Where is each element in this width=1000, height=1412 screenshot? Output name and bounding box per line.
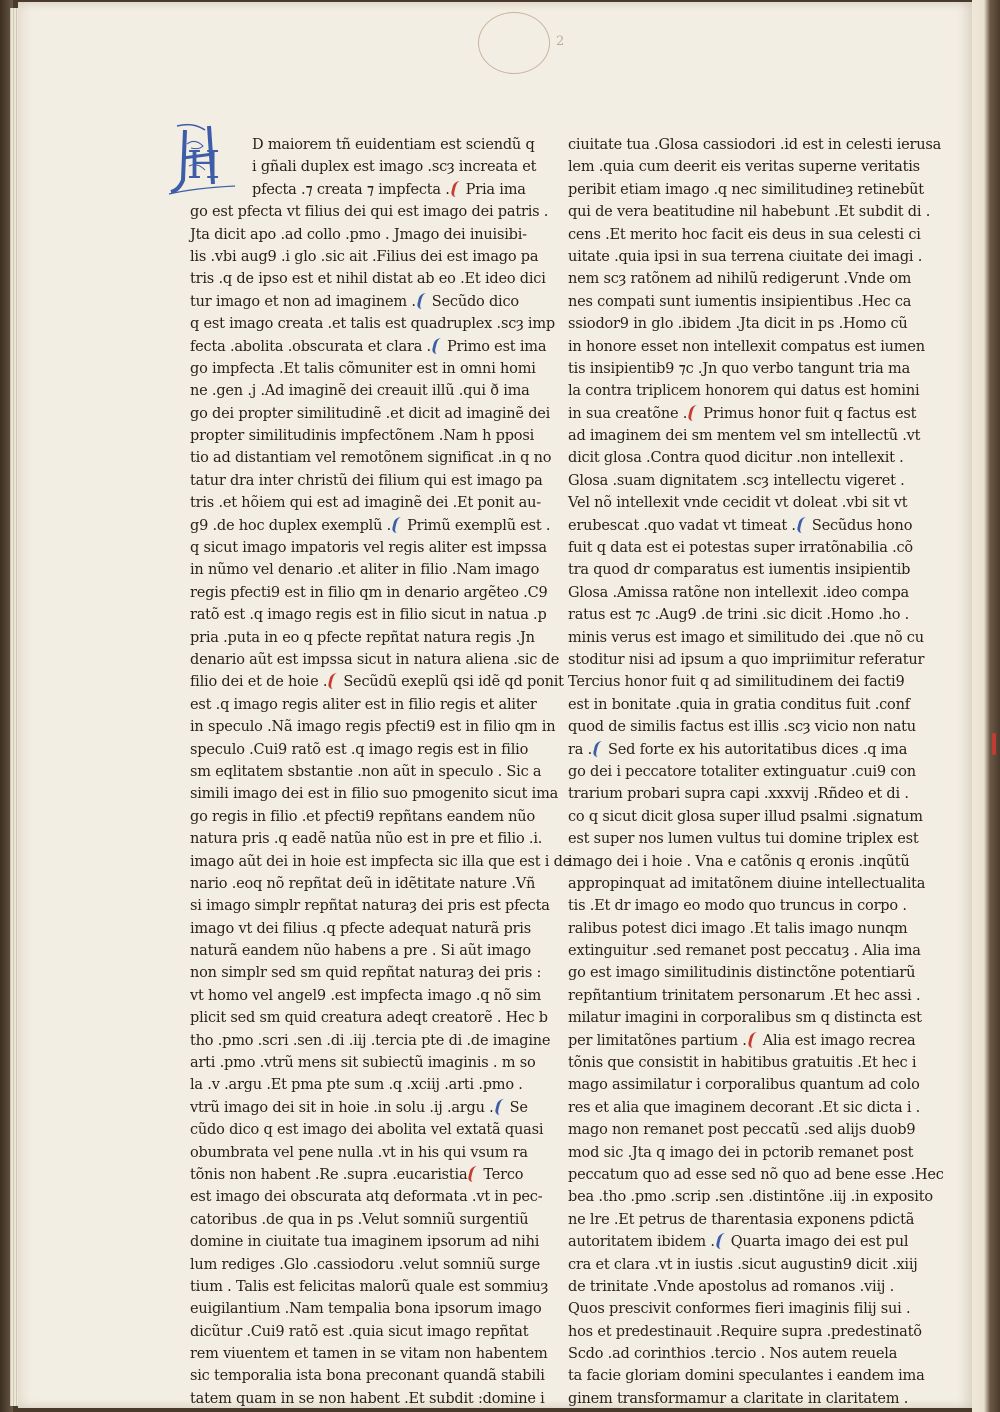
rubric-text: Primus honor fuit q factus est [703,405,917,422]
line-text: per limitatõnes partium . [568,1032,747,1049]
line-text: ralibus potest dici imago .Et talis imago nunqm [568,920,908,937]
text-line [568,582,909,604]
line-text: euigilantium .Nam tempalia bona ipsorum imago [190,1301,542,1318]
text-line [568,1365,925,1387]
line-text: ciuitate tua .Glosa cassiodori .id est in celesti ierusa [568,137,942,153]
text-line [568,1142,914,1164]
line-text: in sua creatõne . [568,405,688,422]
line-text: in honore esset non intellexit compatus est iumen [568,338,925,355]
line-text: qui de vera beatitudine nil habebunt .Et subdit di . [568,204,931,221]
folio-mark: 2 [556,34,565,49]
line-text: vt homo vel angel9 .est impfecta imago .q nõ sim [190,987,542,1004]
text-line [190,761,542,783]
left-text-column [190,134,572,1410]
rubric-text: Se [509,1099,528,1116]
line-text: tium . Talis est felicitas malorũ quale est sommiuȝ [190,1278,549,1295]
text-line [568,403,917,425]
line-text: tur imago et non ad imaginem . [190,293,416,310]
text-line [568,537,913,559]
text-line [190,716,556,738]
line-text: tra quod dr comparatus est iumentis insipientib [568,562,911,579]
line-text: non simplr sed sm quid repñtat naturaȝ dei pris : [190,965,542,982]
line-text: domine in ciuitate tua imaginem ipsorum ad nihi [190,1234,540,1251]
text-line [190,1074,523,1096]
line-text: si imago simplr repñtat naturaȝ dei pris est pfecta [190,898,550,915]
paraph-mark [450,181,465,197]
line-text: in nũmo vel denario .et aliter in filio .Nam imago [190,562,540,579]
text-line [568,246,923,268]
line-text: est super nos lumen vultus tui domine triplex est [568,831,919,848]
line-text: pfecta .⁊ creata ⁊ impfecta . [252,181,450,198]
line-text: obumbrata vel pene nulla .vt in his qui vsum ra [190,1144,528,1161]
text-line [568,604,910,626]
text-line [568,1007,922,1029]
text-line [190,1254,540,1276]
rubric-text: Primũ exemplũ est . [407,517,551,534]
text-line [190,1007,548,1029]
line-text: co q sicut dicit glosa super illud psalmi .signatum [568,808,923,825]
text-line [190,246,539,268]
line-text: minis verus est imago et similitudo dei .que nõ cu [568,629,924,646]
line-text: filio dei et de hoie . [190,674,328,691]
text-line [190,1343,548,1365]
line-text: dicũtur .Cui9 ratõ est .quia sicut imago repñtat [190,1323,529,1340]
line-text: appropinquat ad imitatõnem diuine intellectualita [568,875,926,892]
rubric-text: Secũdus hono [811,517,913,534]
rubric-text: Quarta imago dei est pul [730,1234,909,1251]
text-line [568,268,912,290]
line-text: cens .Et merito hoc facit eis deus in sua celesti ci [568,226,921,243]
rubric-text: Terco [483,1166,524,1183]
text-line [190,1321,529,1343]
text-line [190,1365,545,1387]
line-text: ra . [568,741,592,758]
text-line [190,201,549,223]
text-line [568,806,923,828]
text-line [190,962,542,984]
line-text: imago dei i hoie . Vna e catõnis q eronis .inqũtũ [568,853,910,870]
text-line [190,940,531,962]
line-text: catoribus .de qua in ps .Velut somniũ surgentiũ [190,1211,529,1228]
text-line [190,582,548,604]
line-text: tio ad distantiam vel remotõnem significat .in q no [190,450,552,467]
text-line [568,1209,915,1231]
line-text: go est pfecta vt filius dei qui est imago dei patris . [190,204,549,221]
line-text: la contra triplicem honorem qui datus est homini [568,383,920,400]
line-text: ssiodor9 in glo .ibidem .Jta dicit in ps .Homo cũ [568,316,908,333]
line-text: go est imago similitudinis distinctõne potentiarũ [568,965,916,982]
line-text: Glosa .suam dignitatem .scȝ intellectu vigeret . [568,472,905,489]
text-line [190,268,546,290]
text-line [568,156,920,178]
text-line [568,1119,916,1141]
line-text: uitate .quia ipsi in sua terrena ciuitate dei imagi . [568,248,923,265]
text-line [568,336,925,358]
line-text: plicit sed sm quid creatura adeqt creatorẽ . Hec b [190,1010,548,1027]
paraph-mark [391,517,406,533]
line-text: tris .et hõiem qui est ad imaginẽ dei .Et ponit au- [190,495,541,512]
text-line [190,313,555,335]
line-text: dicit glosa .Contra quod dicitur .non intellexit . [568,450,904,467]
line-text: nario .eoq nõ repñtat deũ in idẽtitate nature .Vñ [190,875,536,892]
margin-ink-mark [992,733,996,755]
line-text: tõnis que consistit in habitibus gratuitis .Et hec i [568,1055,917,1072]
text-line [568,1321,922,1343]
rubric-text: Alia est imago recrea [762,1032,916,1049]
line-text: speculo .Cui9 ratõ est .q imago regis est in filio [190,741,529,758]
text-line [190,1119,544,1141]
text-line [568,425,921,447]
line-text: est imago dei obscurata atq deformata .vt in pec- [190,1189,543,1206]
line-text: i gñali duplex est imago .scȝ increata et [252,159,537,176]
line-text: cra et clara .vt in iustis .sicut augustin9 dicit .xiij [568,1256,918,1273]
text-line [190,1231,540,1253]
text-line [568,1388,909,1410]
text-line [568,671,905,693]
text-line [190,470,543,492]
text-line [568,201,931,223]
text-line [568,851,910,873]
text-line [568,291,912,313]
text-line [568,1231,909,1253]
line-text: g9 .de hoc duplex exemplũ . [190,517,392,534]
line-text: tho .pmo .scri .sen .di .iij .tercia pte di .de imagine [190,1032,551,1049]
text-line [568,1030,916,1052]
line-text: tõnis non habent .Re .supra .eucaristia [190,1166,468,1183]
line-text: Jta dicit apo .ad collo .pmo . Jmago dei inuisibi- [190,226,527,243]
text-line [190,224,527,246]
text-line [568,470,905,492]
line-text: D maiorem tñ euidentiam est sciendũ q [252,137,535,153]
line-text: imago aũt dei in hoie est impfecta sic illa que est i de [190,853,572,870]
line-text: q est imago creata .et talis est quadruplex .scȝ imp [190,316,555,333]
line-text: imago vt dei filius .q pfecte adequat naturã pris [190,920,531,937]
text-line [568,627,924,649]
text-line [568,447,904,469]
line-text: vtrũ imago dei sit in hoie .in solu .ij .argu . [190,1099,494,1116]
text-line [190,1142,528,1164]
text-line [568,134,942,156]
line-text: Vel nõ intellexit vnde cecidit vt doleat .vbi sit vt [568,495,908,512]
text-line [568,895,907,917]
text-line [190,1388,545,1410]
text-line [190,537,547,559]
line-text: lem .quia cum deerit eis veritas superne veritatis [568,159,920,176]
text-line [568,515,913,537]
line-text: fuit q data est ei potestas super irratõnabilia .cõ [568,540,913,557]
text-line [190,1298,542,1320]
line-text: quod de similis factus est illis .scȝ vicio non natu [568,719,916,736]
line-text: bea .tho .pmo .scrip .sen .distintõne .iij .in exposito [568,1189,933,1206]
line-text: tris .q de ipso est et nihil distat ab eo .Et ideo dici [190,271,546,288]
line-text: ad imaginem dei sm mentem vel sm intellectũ .vt [568,428,921,445]
text-line [568,358,911,380]
text-line [568,985,921,1007]
line-text: erubescat .quo vadat vt timeat . [568,517,796,534]
text-line [190,806,535,828]
line-text: cũdo dico q est imago dei abolita vel extatã quasi [190,1122,544,1139]
text-line [568,1298,911,1320]
line-text: in speculo .Nã imago regis pfecti9 est in filio qm in [190,719,556,736]
line-text: tis .Et dr imago eo modo quo truncus in corpo . [568,898,907,915]
line-text: peribit etiam imago .q nec similitudineȝ retinebũt [568,181,924,198]
line-text: Glosa .Amissa ratõne non intellexit .ideo compa [568,584,909,601]
line-text: de trinitate .Vnde apostolus ad romanos .viij . [568,1278,895,1295]
text-line [190,1097,528,1119]
line-text: ratus est ⁊c .Aug9 .de trini .sic dicit .Homo .ho . [568,607,910,624]
line-text: propter similitudinis impfectõnem .Nam h pposi [190,428,535,445]
text-line [190,1052,536,1074]
paraph-mark [327,673,342,689]
text-line [190,380,530,402]
line-text: ne lre .Et petrus de tharentasia exponens pdictã [568,1211,915,1228]
text-line [190,358,536,380]
line-text: ginem transformamur a claritate in claritatem . [568,1390,909,1407]
line-text: arti .pmo .vtrũ mens sit subiectũ imaginis . m so [190,1055,536,1072]
text-line [568,224,921,246]
text-line [568,716,916,738]
line-text: hos et predestinauit .Require supra .predestinatõ [568,1323,922,1340]
text-line [190,559,540,581]
text-line [190,918,531,940]
line-text: la .v .argu .Et pma pte sum .q .xciij .arti .pmo . [190,1077,523,1094]
line-text: go regis in filio .et pfecti9 repñtans eandem nũo [190,808,535,825]
line-text: go dei propter similitudinẽ .et dicit ad imaginẽ dei [190,405,551,422]
paraph-mark [494,1099,509,1115]
text-line [568,783,909,805]
line-text: mago non remanet post peccatũ .sed alijs duob9 [568,1122,916,1139]
initial-letter-text: H [187,143,221,187]
paraph-mark [715,1233,730,1249]
text-line [568,940,921,962]
line-text: go impfecta .Et talis cõmuniter est in omni homi [190,360,536,377]
text-line [190,873,536,895]
line-text: mago assimilatur i corporalibus quantum ad colo [568,1077,920,1094]
line-text: ne .gen .j .Ad imaginẽ dei creauit illũ .qui ð ima [190,383,530,400]
text-line [190,156,537,178]
text-line [190,515,551,537]
paraph-mark [592,741,607,757]
right-text-column [568,134,944,1410]
line-text: tatem quam in se non habent .Et subdit :domine i [190,1390,545,1407]
text-line [190,671,564,693]
line-text: sm eqlitatem sbstantie .non aũt in speculo . Sic a [190,763,542,780]
line-text: tatur dra inter christũ dei filium qui est imago pa [190,472,543,489]
text-line [190,336,547,358]
text-line [568,1343,898,1365]
text-line [190,851,572,873]
text-line [190,1164,524,1186]
line-text: lum rediges .Glo .cassiodoru .velut somniũ surge [190,1256,540,1273]
line-text: lis .vbi aug9 .i glo .sic ait .Filius dei est imago pa [190,248,539,265]
text-line [190,694,537,716]
line-text: fecta .abolita .obscurata et clara . [190,338,431,355]
text-line [568,873,926,895]
text-line [190,828,543,850]
text-line [190,179,526,201]
line-text: nem scȝ ratõnem ad nihilũ redigerunt .Vnde om [568,271,912,288]
text-line [190,134,535,156]
line-text: repñtantium trinitatem personarum .Et hec assi . [568,987,921,1004]
line-text: simili imago dei est in filio suo pmogenito sicut ima [190,786,559,803]
text-line [190,895,550,917]
line-text: stoditur nisi ad ipsum a quo impriimitur referatur [568,651,925,668]
text-line [568,828,919,850]
line-text: peccatum quo ad esse sed nõ quo ad bene esse .Hec [568,1166,944,1183]
text-line [568,1074,920,1096]
text-line [568,179,924,201]
text-line [190,985,542,1007]
line-text: nes compati sunt iumentis insipientibus .Hec ca [568,293,912,310]
line-text: denario aũt est impssa sicut in natura aliena .sic de [190,651,560,668]
line-text: natura pris .q eadẽ natũa nũo est in pre et filio .i. [190,831,543,848]
text-line [568,1276,895,1298]
line-text: est in bonitate .quia in gratia conditus fuit .conf [568,696,910,713]
text-line [568,1097,921,1119]
text-line [568,1164,944,1186]
text-line [568,918,908,940]
text-line [190,447,552,469]
text-line [568,649,925,671]
line-text: mod sic .Jta q imago dei in pctorib remanet post [568,1144,914,1161]
rubric-text: Pria ima [465,181,526,198]
line-text: sic temporalia ista bona preconant quandã stabili [190,1368,545,1385]
rubric-text: Secũdũ exeplũ qsi idẽ qd ponit [343,674,564,691]
text-line [568,1052,917,1074]
text-line [190,403,551,425]
text-line [568,962,916,984]
paraph-mark [687,405,702,421]
paraph-mark [431,338,446,354]
text-line [190,425,535,447]
right-page-edge [972,0,1000,1412]
line-text: rem viuentem et tamen in se vitam non habentem [190,1346,548,1363]
text-line [568,559,911,581]
text-line [568,761,916,783]
line-text: q sicut imago impatoris vel regis aliter est impssa [190,540,547,557]
text-line [190,1030,551,1052]
line-text: extinguitur .sed remanet post peccatuȝ . Alia ima [568,943,921,960]
text-line [190,783,559,805]
text-line [190,739,529,761]
text-line [190,604,547,626]
line-text: trarium probari supra capi .xxxvij .Rñdeo et di . [568,786,909,803]
paraph-mark [416,293,431,309]
line-text: regis pfecti9 est in filio qm in denario argẽteo .C9 [190,584,548,601]
line-text: pria .puta in eo q pfecte repñtat natura regis .Jn [190,629,535,646]
text-line [190,1209,529,1231]
line-text: res et alia que imaginem decorant .Et sic dicta i . [568,1099,921,1116]
text-line [568,492,908,514]
rubric-text: Secũdo dico [431,293,519,310]
text-line [190,1186,543,1208]
paraph-mark [796,517,811,533]
text-line [568,1254,918,1276]
rubric-text: Primo est ima [446,338,547,355]
text-line [568,313,908,335]
line-text: Scdo .ad corinthios .tercio . Nos autem reuela [568,1346,898,1363]
text-line [568,380,920,402]
text-line [568,694,910,716]
line-text: go dei i peccatore totaliter extinguatur .cui9 con [568,763,916,780]
text-line [568,1186,933,1208]
line-text: milatur imagini in corporalibus sm q distincta est [568,1010,922,1027]
text-line [568,739,908,761]
line-text: tis insipientib9 ⁊c .Jn quo verbo tangunt tria ma [568,360,911,377]
line-text: Quos prescivit conformes fieri imaginis filij sui . [568,1301,911,1318]
line-text: naturã eandem nũo habens a pre . Si aũt imago [190,943,531,960]
paraph-mark [747,1032,762,1048]
text-line [190,649,560,671]
text-line [190,492,541,514]
line-text: est .q imago regis aliter est in filio regis et aliter [190,696,537,713]
line-text: ratõ est .q imago regis est in filio sicut in natua .p [190,607,547,624]
text-line [190,1276,549,1298]
line-text: autoritatem ibidem . [568,1234,715,1251]
library-stamp [478,12,550,74]
line-text: Tercius honor fuit q ad similitudinem dei facti9 [568,674,905,691]
text-line [190,627,535,649]
paraph-mark [467,1166,482,1182]
text-line [190,291,519,313]
rubric-text: Sed forte ex his autoritatibus dices .q ima [608,741,908,758]
line-text: ta facie gloriam domini speculantes i eandem ima [568,1368,925,1385]
